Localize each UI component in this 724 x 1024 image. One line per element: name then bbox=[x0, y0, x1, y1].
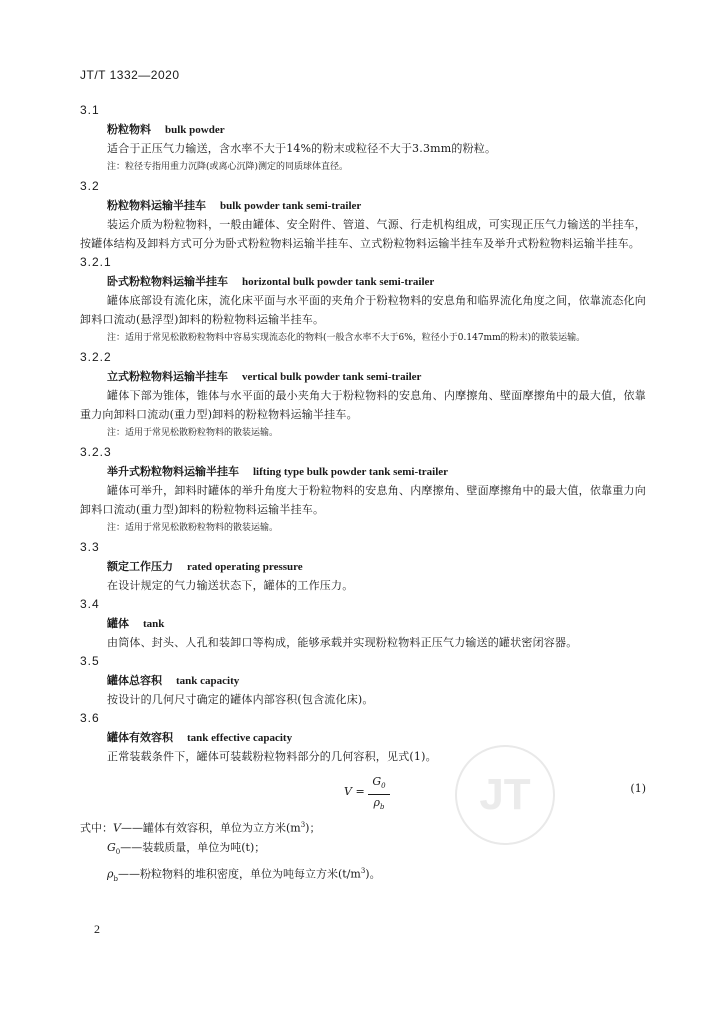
term-en: horizontal bulk powder tank semi-trailer bbox=[242, 276, 435, 288]
where-intro: 式中： bbox=[80, 821, 113, 835]
term-en: vertical bulk powder tank semi-trailer bbox=[242, 371, 422, 383]
term-heading bbox=[80, 120, 646, 139]
term-note: 注：适用于常见松散粉粒物料的散装运输。 bbox=[107, 523, 279, 533]
standard-number: JT/T 1332—2020 bbox=[80, 68, 180, 82]
section-number: 3.3 bbox=[80, 540, 100, 554]
term-en: lifting type bulk powder tank semi-trailer bbox=[253, 466, 449, 478]
section-number: 3.1 bbox=[80, 103, 100, 117]
term-en: tank bbox=[143, 618, 165, 630]
section-number: 3.5 bbox=[80, 654, 100, 668]
term-cn: 罐体总容积 bbox=[107, 674, 162, 687]
formula-numerator: $G_0$ bbox=[368, 774, 390, 795]
term-definition: 罐体可举升，卸料时罐体的举升角度大于粉粒物料的安息角、内摩擦角、壁面摩擦角中的最大值，依靠重力向卸料口流动(重力型)卸料的粉粒物料运输半挂车。 bbox=[80, 484, 646, 516]
formula-number: (1) bbox=[630, 782, 646, 795]
term-definition: 装运介质为粉粒物料，一般由罐体、安全附件、管道、气源、行走机构组成，可实现正压气力输送的半挂车，按罐体结构及卸料方式可分为卧式粉粒物料运输半挂车、立式粉粒物料运输半挂车及举升式粉粒物料运输半挂车。 bbox=[80, 218, 646, 250]
term-heading bbox=[80, 557, 646, 576]
formula-fraction bbox=[368, 774, 390, 815]
section-number: 3.4 bbox=[80, 597, 100, 611]
term-heading bbox=[80, 272, 646, 291]
term-definition: 正常装载条件下，罐体可装载粉粒物料部分的几何容积，见式(1)。 bbox=[107, 750, 437, 763]
term-definition: 由筒体、封头、人孔和装卸口等构成，能够承载并实现粉粒物料正压气力输送的罐状密闭容器。 bbox=[107, 636, 578, 649]
term-en: tank effective capacity bbox=[187, 732, 293, 744]
term-note: 注：适用于常见松散粉粒物料中容易实现流态化的物料(一般含水率不大于6%，粒径小于0.147mm的粉末)的散装运输。 bbox=[107, 333, 586, 343]
term-en: bulk powder tank semi-trailer bbox=[220, 200, 362, 212]
term-en: tank capacity bbox=[176, 675, 240, 687]
term-cn: 罐体 bbox=[107, 617, 129, 630]
section-number: 3.6 bbox=[80, 711, 100, 725]
term-definition: 按设计的几何尺寸确定的罐体内部容积(包含流化床)。 bbox=[107, 693, 374, 706]
term-heading bbox=[80, 728, 646, 747]
page-number: 2 bbox=[94, 922, 100, 936]
term-cn: 卧式粉粒物料运输半挂车 bbox=[107, 275, 228, 288]
term-heading bbox=[80, 367, 646, 386]
term-heading bbox=[80, 196, 646, 215]
where-item: 式中：V——罐体有效容积，单位为立方米$(m^3)$； bbox=[80, 821, 321, 835]
formula-denominator: $\rho_b$ bbox=[373, 796, 385, 812]
term-heading bbox=[80, 671, 646, 690]
formula-block bbox=[80, 768, 646, 816]
term-cn: 举升式粉粒物料运输半挂车 bbox=[107, 465, 239, 478]
term-definition: 适合于正压气力输送，含水率不大于14%的粉末或粒径不大于3.3mm的粉粒。 bbox=[107, 142, 497, 155]
where-item: $\rho_b——$粉粒物料的堆积密度，单位为吨每立方米$(t/m^3)$。 bbox=[107, 866, 381, 883]
term-heading bbox=[80, 462, 646, 481]
where-item: $G_0——$装载质量，单位为吨(t)； bbox=[107, 840, 266, 856]
section-number: 3.2.2 bbox=[80, 350, 112, 364]
term-definition: 在设计规定的气力输送状态下，罐体的工作压力。 bbox=[107, 579, 354, 592]
term-cn: 粉粒物料 bbox=[107, 123, 151, 136]
page-content bbox=[80, 101, 646, 889]
term-heading bbox=[80, 614, 646, 633]
term-cn: 粉粒物料运输半挂车 bbox=[107, 199, 206, 212]
term-cn: 额定工作压力 bbox=[107, 560, 173, 573]
jt-watermark-logo: JT bbox=[455, 745, 555, 845]
term-en: bulk powder bbox=[165, 124, 225, 136]
formula-lhs: V = bbox=[344, 785, 365, 798]
term-cn: 罐体有效容积 bbox=[107, 731, 173, 744]
term-cn: 立式粉粒物料运输半挂车 bbox=[107, 370, 228, 383]
term-note: 注：适用于常见松散粉粒物料的散装运输。 bbox=[107, 428, 279, 438]
term-definition: 罐体下部为锥体，锥体与水平面的最小夹角大于粉粒物料的安息角、内摩擦角、壁面摩擦角中的最大值，依靠重力向卸料口流动(重力型)卸料的粉粒物料运输半挂车。 bbox=[80, 389, 646, 421]
term-definition: 罐体底部设有流化床，流化床平面与水平面的夹角介于粉粒物料的安息角和临界流化角度之间，依靠流态化向卸料口流动(悬浮型)卸料的粉粒物料运输半挂车。 bbox=[80, 294, 646, 326]
term-note: 注：粒径专指用重力沉降(或离心沉降)测定的同质球体直径。 bbox=[107, 162, 349, 172]
section-number: 3.2.1 bbox=[80, 255, 112, 269]
section-number: 3.2 bbox=[80, 179, 100, 193]
term-en: rated operating pressure bbox=[187, 561, 303, 573]
section-number: 3.2.3 bbox=[80, 445, 112, 459]
